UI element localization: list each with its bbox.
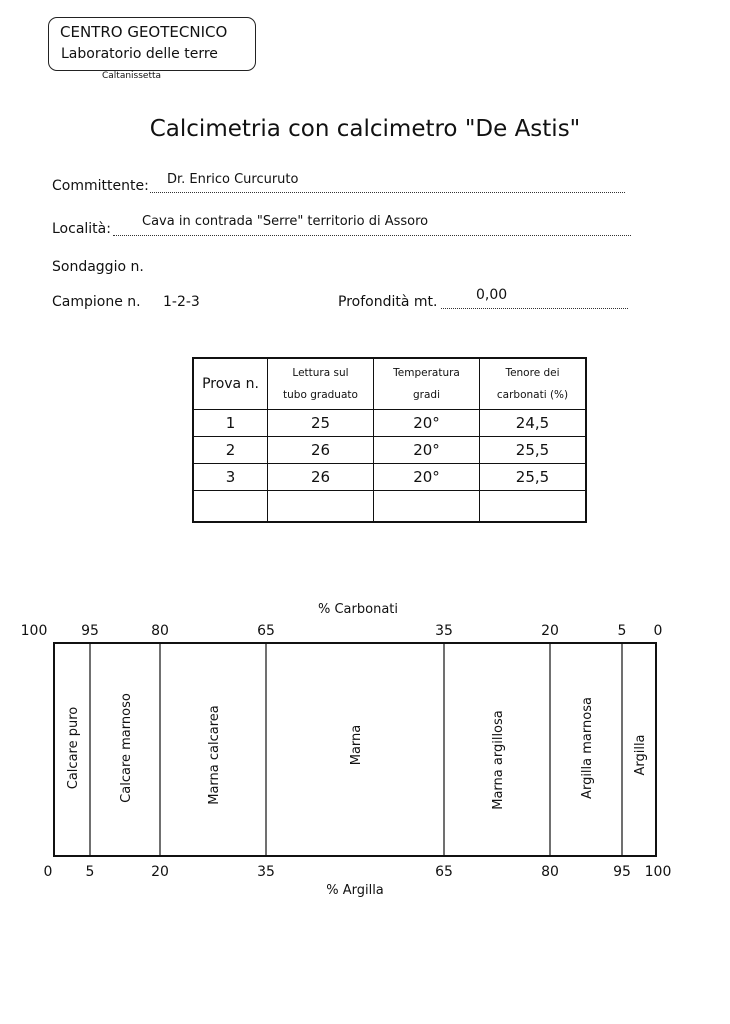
cell-temperatura: 20° (374, 437, 480, 464)
top-tick-label: 5 (617, 623, 627, 639)
sondaggio-label: Sondaggio n. (52, 259, 144, 275)
zone-label: Argilla marnosa (580, 697, 595, 799)
bottom-tick-label: 5 (85, 864, 95, 880)
header-lettura-line2: tubo graduato (283, 389, 358, 401)
cell-prova: 2 (193, 437, 268, 464)
profondita-label: Profondità mt. (338, 294, 438, 310)
bottom-tick-label: 100 (644, 864, 672, 880)
top-tick-label: 100 (20, 623, 48, 639)
cell-temperatura: 20° (374, 410, 480, 437)
header-tenore-line1: Tenore dei (505, 367, 560, 379)
cell-prova: 3 (193, 464, 268, 491)
cell-lettura: 26 (268, 464, 374, 491)
cell-temperatura: 20° (374, 464, 480, 491)
campione-label: Campione n. (52, 294, 141, 310)
top-tick-label: 0 (653, 623, 663, 639)
cell-lettura: 26 (268, 437, 374, 464)
top-axis-title: % Carbonati (318, 602, 398, 617)
laboratory-name: Laboratorio delle terre (61, 46, 218, 62)
header-lettura-line1: Lettura sul (292, 367, 349, 379)
top-tick-label: 20 (541, 623, 559, 639)
page-title: Calcimetria con calcimetro "De Astis" (149, 116, 581, 142)
localita-label: Località: (52, 221, 111, 237)
bottom-tick-label: 20 (151, 864, 169, 880)
zone-label: Marna (349, 724, 364, 766)
bottom-axis-title: % Argilla (326, 883, 384, 898)
header-tenore-line2: carbonati (%) (496, 389, 569, 401)
cell-tenore: 25,5 (480, 464, 587, 491)
header-temperatura-line2: gradi (413, 389, 440, 401)
campione-value: 1-2-3 (163, 294, 200, 310)
zone-label: Marna argillosa (491, 710, 506, 810)
bottom-tick-label: 65 (435, 864, 453, 880)
bottom-tick-label: 0 (43, 864, 53, 880)
top-tick-label: 65 (257, 623, 275, 639)
organization-name: CENTRO GEOTECNICO (60, 23, 228, 41)
top-tick-label: 35 (435, 623, 453, 639)
committente-value: Dr. Enrico Curcuruto (167, 172, 299, 187)
localita-value: Cava in contrada "Serre" territorio di Assoro (142, 214, 429, 229)
cell-lettura: 25 (268, 410, 374, 437)
cell-tenore: 24,5 (480, 410, 587, 437)
bottom-tick-label: 35 (257, 864, 275, 880)
top-tick-label: 95 (81, 623, 99, 639)
bottom-tick-label: 95 (613, 864, 631, 880)
cell-tenore: 25,5 (480, 437, 587, 464)
top-tick-label: 80 (151, 623, 169, 639)
zone-label: Calcare marnoso (119, 693, 134, 803)
profondita-value: 0,00 (476, 287, 508, 303)
cell-prova: 1 (193, 410, 268, 437)
organization-city: Caltanissetta (102, 71, 162, 81)
committente-label: Committente: (52, 178, 149, 194)
bottom-tick-label: 80 (541, 864, 559, 880)
zone-label: Argilla (633, 734, 648, 776)
header-temperatura-line1: Temperatura (393, 367, 460, 379)
header-prova: Prova n. (193, 358, 268, 410)
zone-label: Calcare puro (66, 706, 81, 790)
zone-label: Marna calcarea (207, 705, 222, 805)
